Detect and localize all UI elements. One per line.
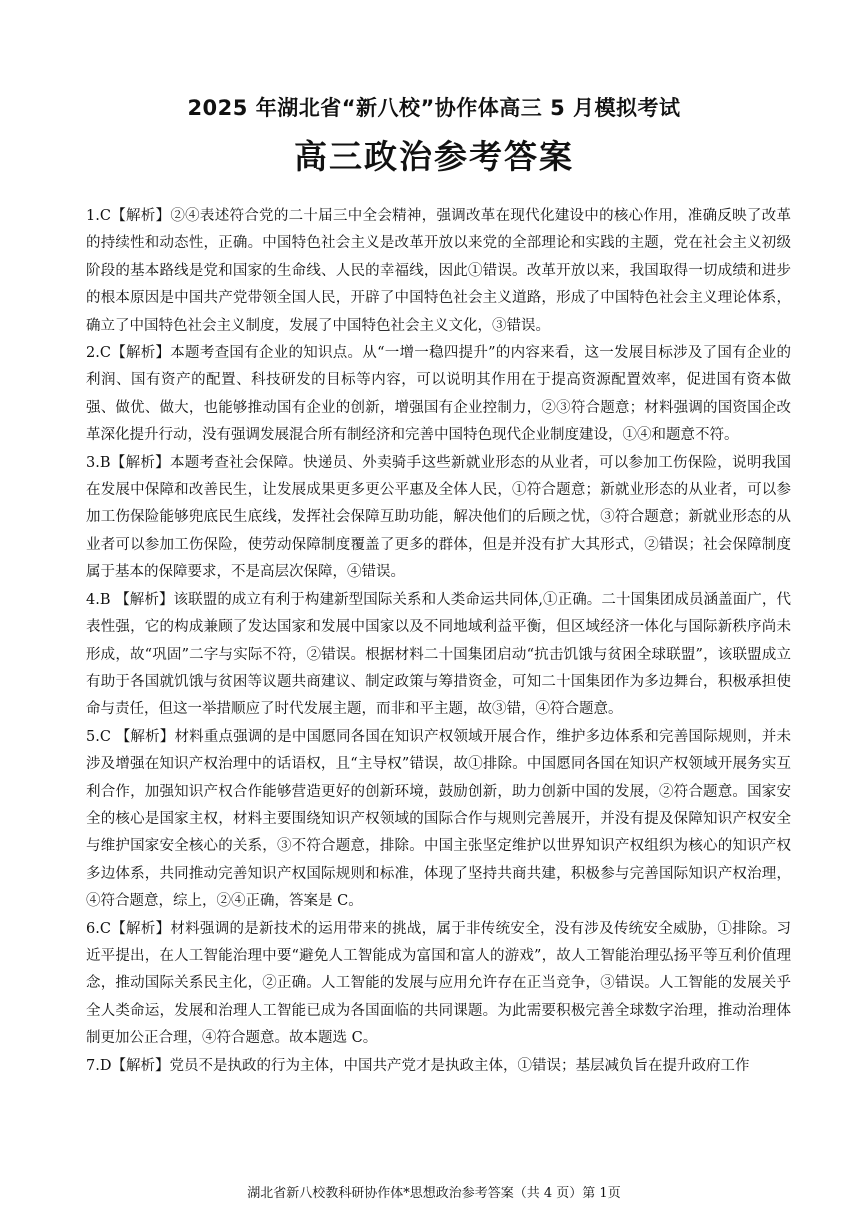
answer-item-5: 5.C 【解析】材料重点强调的是中国愿同各国在知识产权领域开展合作，维护多边体系和完善国际规则，并未涉及增强在知识产权治理中的话语权，且“主导权”错误，故①排除。中国愿同各国在知识产权领域开展务实互利合作，加强知识产权合作能够营造更好的创新环境，鼓励创新，助力创新中国的发展，②符合题意。国家安全的核心是国家主权，材料主要围绕知识产权领域的国际合作与规则完善展开，并没有提及保障知识产权安全与维护国家安全核心的关系，③不符合题意，排除。中国主张坚定维护以世界知识产权组织为核心的知识产权多边体系，共同推动完善知识产权国际规则和标准，体现了坚持共商共建，积极参与完善国际知识产权治理，④符合题意，综上，②④正确，答案是 C。	[86, 728, 791, 910]
answer-item-3: 3.B【解析】本题考查社会保障。快递员、外卖骑手这些新就业形态的从业者，可以参加工伤保险，说明我国在发展中保障和改善民生，让发展成果更多更公平惠及全体人民，①符合题意；新就业形态的从业者，可以参加工伤保险能够兜底民生底线，发挥社会保障互助功能，解决他们的后顾之忧，③符合题意；新就业形态的从业者可以参加工伤保险，使劳动保障制度覆盖了更多的群体，但是并没有扩大其形式，②错误；社会保障制度属于基本的保障要求，不是高层次保障，④错误。	[86, 454, 791, 581]
answer-item-7: 7.D【解析】党员不是执政的行为主体，中国共产党才是执政主体，①错误；基层减负旨在提升政府工作	[86, 1057, 750, 1074]
answer-item-1: 1.C【解析】②④表述符合党的二十届三中全会精神，强调改革在现代化建设中的核心作用，准确反映了改革的持续性和动态性，正确。中国特色社会主义是改革开放以来党的全部理论和实践的主题，党在社会主义初级阶段的基本路线是党和国家的生命线、人民的幸福线，因此①错误。改革开放以来，我国取得一切成绩和进步的根本原因是中国共产党带领全国人民，开辟了中国特色社会主义道路，形成了中国特色社会主义理论体系，确立了中国特色社会主义制度，发展了中国特色社会主义文化，③错误。	[86, 208, 791, 334]
page-footer: 湖北省新八校教科研协作体*思想政治参考答案（共 4 页）第 1页	[247, 1186, 621, 1201]
exam-title: 2025 年湖北省“新八校”协作体高三 5 月模拟考试	[187, 96, 681, 120]
answer-list	[86, 203, 791, 1080]
answer-item-6: 6.C【解析】材料强调的是新技术的运用带来的挑战，属于非传统安全，没有涉及传统安全威胁，①排除。习近平提出，在人工智能治理中要“避免人工智能成为富国和富人的游戏”，故人工智能治理弘扬平等互利价值理念，推动国际关系民主化，②正确。人工智能的发展与应用允许存在正当竞争，③错误。人工智能的发展关乎全人类命运，发展和治理人工智能已成为各国面临的共同课题。为此需要积极完善全球数字治理，推动治理体制更加公正合理，④符合题意。故本题选 C。	[86, 920, 791, 1047]
answer-key-title: 高三政治参考答案	[294, 137, 574, 176]
answer-item-4: 4.B 【解析】该联盟的成立有利于构建新型国际关系和人类命运共同体,①正确。二十国集团成员涵盖面广，代表性强，它的构成兼顾了发达国家和发展中国家以及不同地域利益平衡，但区域经济一体化与国际新秩序尚未形成，故“巩固”二字与实际不符，②错误。根据材料二十国集团启动“抗击饥饿与贫困全球联盟”，该联盟成立有助于各国就饥饿与贫困等议题共商建议、制定政策与筹措资金，可知二十国集团作为多边舞台，积极承担使命与责任，但这一举措顺应了时代发展主题，而非和平主题，故③错，④符合题意。	[86, 591, 791, 718]
answer-item-2: 2.C【解析】本题考查国有企业的知识点。从“一增一稳四提升”的内容来看，这一发展目标涉及了国有企业的利润、国有资产的配置、科技研发的目标等内容，可以说明其作用在于提高资源配置效率，促进国有资本做强、做优、做大，也能够推动国有企业的创新，增强国有企业控制力，②③符合题意；材料强调的国资国企改革深化提升行动，没有强调发展混合所有制经济和完善中国特色现代企业制度建设，①④和题意不符。	[86, 345, 791, 444]
